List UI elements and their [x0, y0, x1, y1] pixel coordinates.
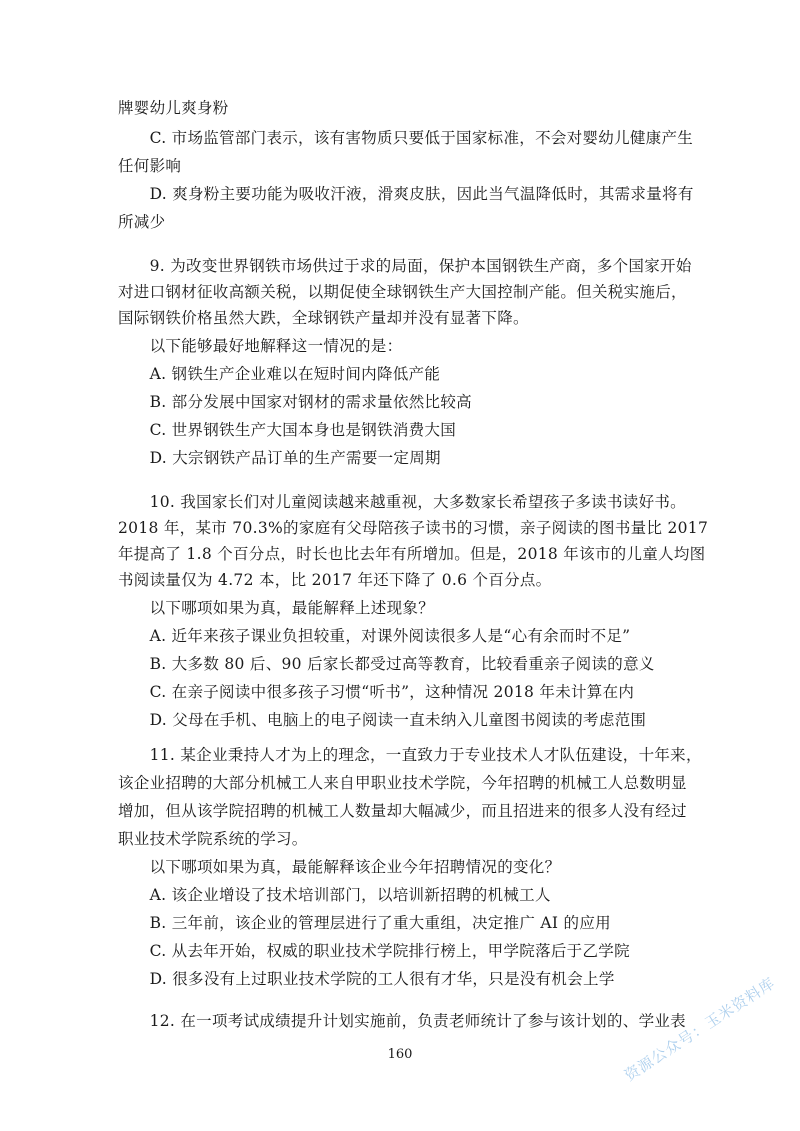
q10-text-line: B. 大多数 80 后、90 后家长都受过高等教育，比较看重亲子阅读的意义 [118, 655, 655, 673]
page-number: 160 [387, 1047, 413, 1062]
q11-text-line: D. 很多没有上过职业技术学院的工人很有才华，只是没有机会上学 [118, 970, 615, 988]
question-10 [118, 492, 709, 730]
q9-text-line: 以下能够最好地解释这一情况的是： [118, 337, 403, 355]
q9-text-line: C. 世界钢铁生产大国本身也是钢铁消费大国 [118, 421, 457, 439]
q11-text-line: C. 从去年开始，权威的职业技术学院排行榜上，甲学院落后于乙学院 [118, 942, 630, 960]
q10-text-line: 书阅读量仅为 4.72 本，比 2017 年还下降了 0.6 个百分点。 [118, 571, 552, 589]
q10-text-line: 年提高了 1.8 个百分点，时长也比去年有所增加。但是，2018 年该市的儿童人均图 [118, 545, 706, 563]
q11-text-line: 11. 某企业秉持人才为上的理念，一直致力于专业技术人才队伍建设，十年来， [118, 746, 702, 764]
intro-text-line: C. 市场监管部门表示，该有害物质只要低于国家标准，不会对婴幼儿健康产生 [118, 129, 694, 147]
q11-text-line: 以下哪项如果为真，最能解释该企业今年招聘情况的变化？ [118, 858, 561, 876]
q9-text-line: D. 大宗钢铁产品订单的生产需要一定周期 [118, 449, 441, 467]
watermark: 资源公众号：玉米资料库 [621, 973, 779, 1085]
q10-text-line: D. 父母在手机、电脑上的电子阅读一直未纳入儿童图书阅读的考虑范围 [118, 711, 647, 729]
q11-text-line: B. 三年前，该企业的管理层进行了重大重组，决定推广 AI 的应用 [118, 914, 611, 932]
q10-text-line: 10. 我国家长们对儿童阅读越来越重视，大多数家长希望孩子多读书读好书。 [118, 493, 686, 511]
q10-text-line: 以下哪项如果为真，最能解释上述现象？ [118, 599, 435, 617]
q12-text-line: 12. 在一项考试成绩提升计划实施前，负责老师统计了参与该计划的、学业表 [118, 1012, 686, 1030]
q9-text-line: 对进口钢材征收高额关税，以期促使全球钢铁生产大国控制产能。但关税实施后， [118, 283, 687, 301]
previous-question-continuation [118, 98, 694, 232]
q9-text-line: B. 部分发展中国家对钢材的需求量依然比较高 [118, 393, 472, 411]
q9-text-line: A. 钢铁生产企业难以在短时间内降低产能 [118, 365, 441, 383]
question-12 [118, 1011, 690, 1031]
question-11 [118, 745, 702, 989]
intro-text-line: 牌婴幼儿爽身粉 [118, 99, 229, 117]
q10-text-line: 2018 年，某市 70.3%的家庭有父母陪孩子读书的习惯，亲子阅读的图书量比 2017 [118, 519, 709, 537]
q11-text-line: 职业技术学院系统的学习。 [118, 830, 308, 848]
q9-text-line: 9. 为改变世界钢铁市场供过于求的局面，保护本国钢铁生产商，多个国家开始 [118, 257, 692, 275]
question-9 [118, 256, 690, 468]
intro-text-line: D. 爽身粉主要功能为吸收汗液，滑爽皮肤，因此当气温降低时，其需求量将有 [118, 185, 694, 203]
q11-text-line: 该企业招聘的大部分机械工人来自甲职业技术学院，今年招聘的机械工人总数明显 [118, 774, 687, 792]
intro-text-line: 所减少 [118, 213, 166, 231]
q9-text-line: 国际钢铁价格虽然大跌，全球钢铁产量却并没有显著下降。 [118, 309, 529, 327]
q11-text-line: 增加，但从该学院招聘的机械工人数量却大幅减少，而且招进来的很多人没有经过 [118, 802, 687, 820]
q11-text-line: A. 该企业增设了技术培训部门，以培训新招聘的机械工人 [118, 886, 551, 904]
q10-text-line: A. 近年来孩子课业负担较重，对课外阅读很多人是“心有余而时不足” [118, 627, 631, 645]
q10-text-line: C. 在亲子阅读中很多孩子习惯“听书”，这种情况 2018 年未计算在内 [118, 683, 635, 701]
intro-text-line: 任何影响 [118, 157, 182, 175]
